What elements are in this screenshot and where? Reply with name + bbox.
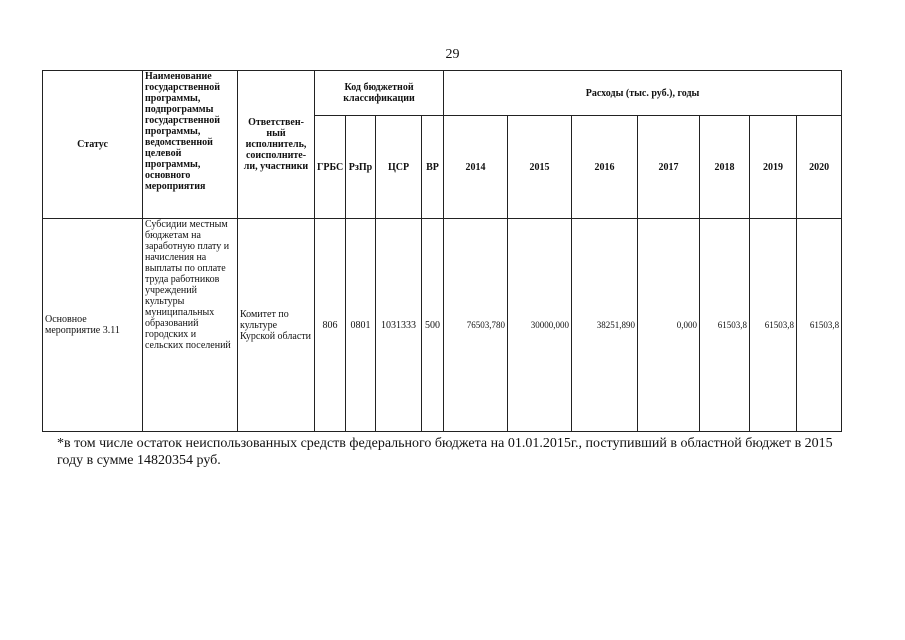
row-code-csr: 1031333 [376,219,422,432]
row-value-2014: 76503,780 [444,219,508,432]
row-status: Основное мероприятие 3.11 [43,219,143,432]
header-code-vr: ВР [422,116,444,219]
header-year-2016: 2016 [572,116,638,219]
header-code-rzpr: РзПр [346,116,376,219]
header-program-name: Наименование государственной программы, подпрограммы государственной программы, ведомственной целевой программы, основного мероприятия [143,71,238,219]
header-expenses-group: Расходы (тыс. руб.), годы [444,71,842,116]
header-year-2020: 2020 [797,116,842,219]
row-code-rzpr: 0801 [346,219,376,432]
row-value-2017: 0,000 [638,219,700,432]
header-executor: Ответствен-ный исполнитель, соисполните-ли, участники [238,71,315,219]
row-code-grbs: 806 [315,219,346,432]
row-name: Субсидии местным бюджетам на заработную плату и начисления на выплаты по оплате труда работников учреждений культуры муниципальных образований городских и сельских поселений [143,219,238,432]
row-value-2016: 38251,890 [572,219,638,432]
header-year-2019: 2019 [750,116,797,219]
page-number: 29 [445,47,460,62]
row-value-2019: 61503,8 [750,219,797,432]
row-code-vr: 500 [422,219,444,432]
budget-table [42,70,842,432]
header-status: Статус [43,71,143,219]
header-budget-code-group: Код бюджетной классификации [315,71,444,116]
header-code-grbs: ГРБС [315,116,346,219]
header-year-2017: 2017 [638,116,700,219]
header-year-2015: 2015 [508,116,572,219]
row-executor: Комитет по культуре Курской области [238,219,315,432]
table-row [43,219,842,432]
header-year-2014: 2014 [444,116,508,219]
header-code-csr: ЦСР [376,116,422,219]
footnote: *в том числе остаток неиспользованных средств федерального бюджета на 01.01.2015г., поступивший в областной бюджет в 2015 году в сумме 14820354 руб. [57,436,833,468]
row-value-2020: 61503,8 [797,219,842,432]
row-value-2015: 30000,000 [508,219,572,432]
row-value-2018: 61503,8 [700,219,750,432]
header-year-2018: 2018 [700,116,750,219]
